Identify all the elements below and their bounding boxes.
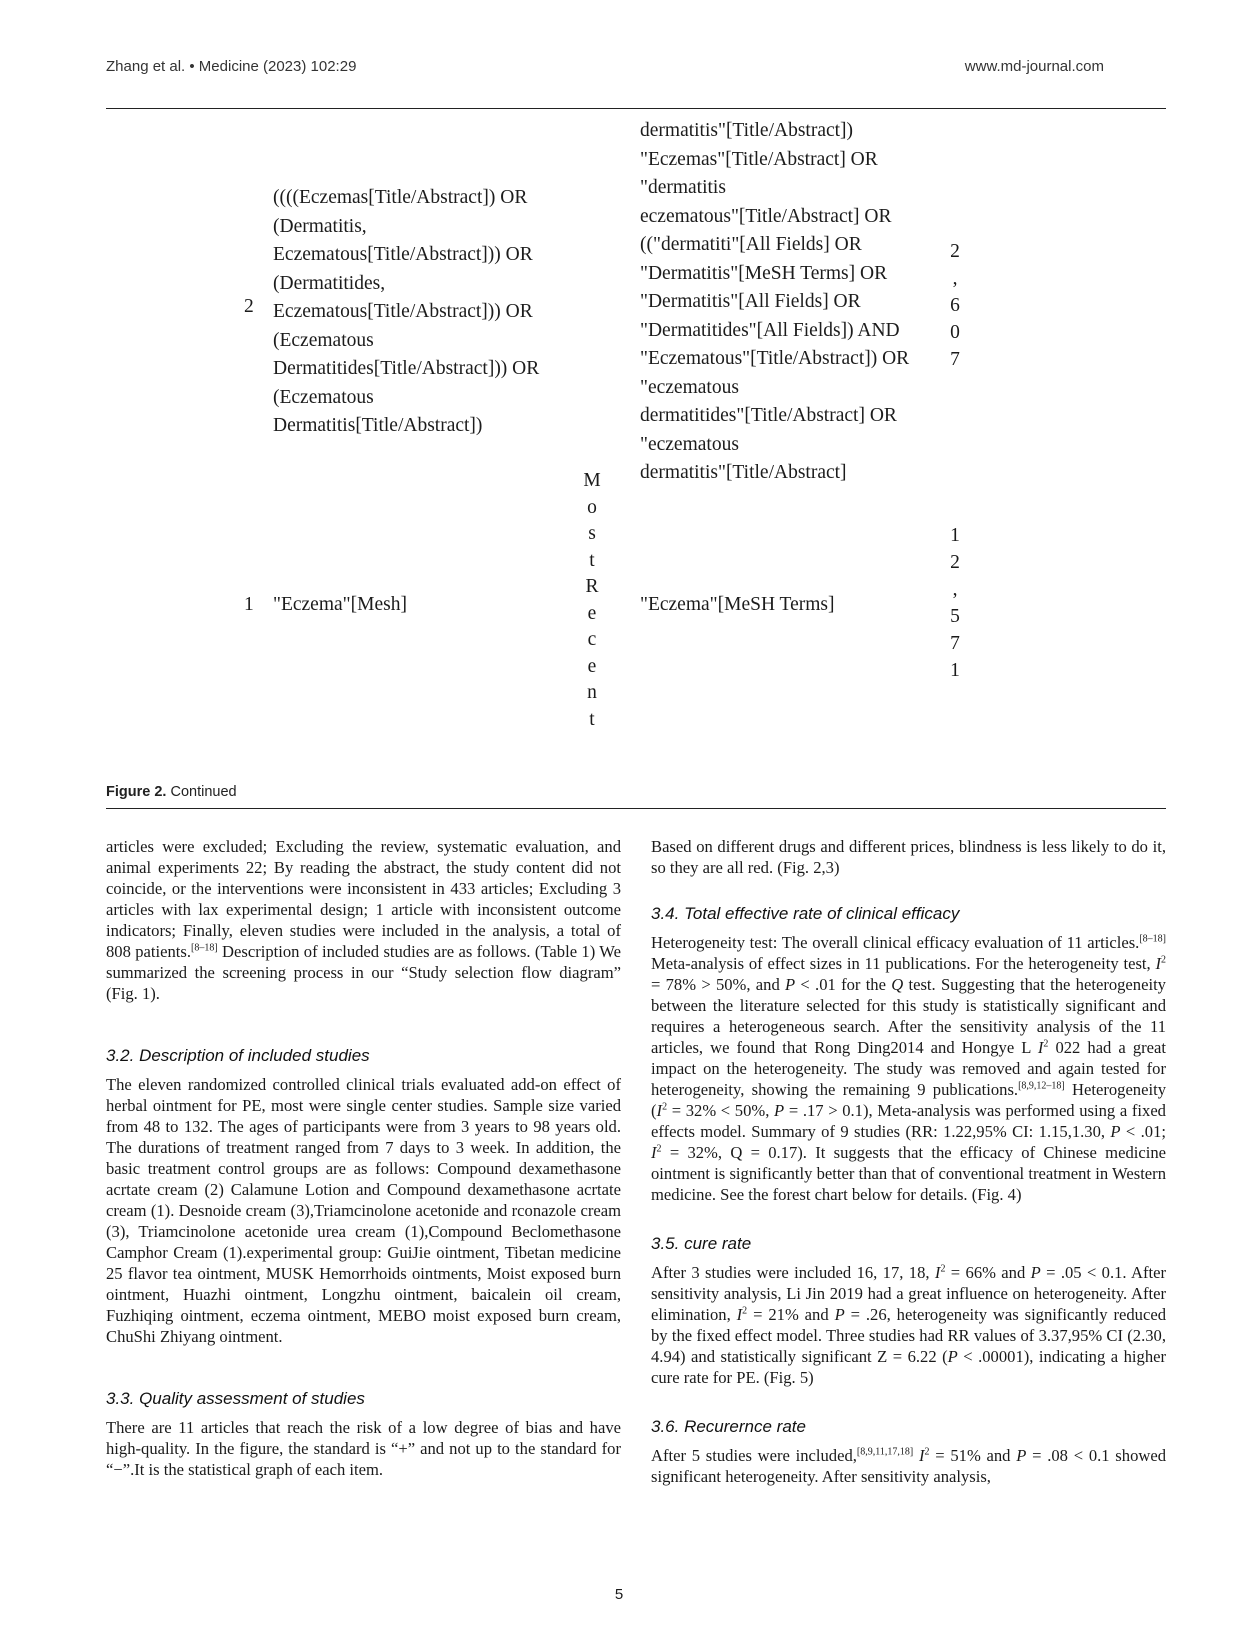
translation-line: (("dermatiti"[All Fields] OR <box>640 234 862 255</box>
result-char: 2 <box>950 552 960 573</box>
result-char: 6 <box>950 295 960 316</box>
section-heading-3-6: 3.6. Recurernce rate <box>651 1417 806 1436</box>
header-rule <box>106 108 1166 109</box>
translation-line: dermatitides"[Title/Abstract] OR <box>640 405 897 426</box>
left-column <box>106 836 621 1480</box>
citation-ref: [8–18] <box>191 942 218 954</box>
result-char: 0 <box>950 322 960 343</box>
row-1-number: 1 <box>244 594 254 615</box>
result-char: , <box>952 268 958 289</box>
sort-char: e <box>587 655 597 677</box>
translation-line: "Dermatitides"[All Fields]) AND <box>640 319 900 341</box>
sort-char: t <box>589 708 595 730</box>
row-1-sort-most-recent <box>580 468 604 733</box>
paragraph-quality: There are 11 articles that reach the risk of a low degree of bias and have high-quality. In the figure, the standard is “+” and not up to the standard for “−”.It is the statistical graph of each item. <box>106 1418 621 1479</box>
citation-ref: [8–18] <box>1139 933 1166 945</box>
query-line: (Dermatitides, <box>273 272 386 294</box>
translation-line: "eczematous <box>640 433 739 455</box>
result-char: 5 <box>950 606 960 627</box>
sort-char: n <box>587 682 597 703</box>
translation-line: dermatitis"[Title/Abstract] <box>640 462 847 483</box>
figure-rule <box>106 808 1166 809</box>
citation-ref: [8,9,12–18] <box>1018 1080 1065 1092</box>
translation-line: "dermatitis <box>640 177 726 198</box>
query-line: (Dermatitis, <box>273 215 367 237</box>
result-char: , <box>952 579 958 600</box>
query-line: Eczematous[Title/Abstract])) OR <box>273 244 533 265</box>
row-2-query-translation <box>640 117 909 488</box>
section-heading-3-3: 3.3. Quality assessment of studies <box>106 1389 365 1408</box>
query-line: Dermatitis[Title/Abstract]) <box>273 415 483 436</box>
translation-line: "eczematous <box>640 376 739 398</box>
row-2-number: 2 <box>244 296 254 317</box>
translation-line: dermatitis"[Title/Abstract]) <box>640 120 854 141</box>
section-heading-3-5: 3.5. cure rate <box>651 1234 752 1253</box>
section-heading-3-2: 3.2. Description of included studies <box>106 1046 370 1065</box>
sort-char: c <box>587 629 597 650</box>
row-1-query: "Eczema"[Mesh] <box>273 594 407 615</box>
query-line: Eczematous[Title/Abstract])) OR <box>273 301 533 322</box>
sort-char: M <box>583 470 601 491</box>
translation-line: "Dermatitis"[All Fields] OR <box>640 291 861 312</box>
row-2-query <box>273 184 539 441</box>
paragraph-cure-rate: After 3 studies were included 16, 17, 18, $I^2 = 66\%$ and P = .05 < 0.1. After sensitivity analysis, Li Jin 2019 had a great influence on heterogeneity. After elimination, $I^2 = 21\%$ and P = .26, heterogeneity was significantly reduced by the fixed effect model. Three studies had RR values of 3.37,95% CI (2.30, 4.94) and statistically significant Z = 6.22 (P < .00001), indicating a higher cure rate for PE. (Fig. 5) <box>651 1263 1167 1387</box>
translation-line: eczematous"[Title/Abstract] OR <box>640 205 892 227</box>
paragraph-blindness: Based on different drugs and different prices, blindness is less likely to do it, so they are all red. (Fig. 2,3) <box>651 837 1166 877</box>
figure-caption-text: Continued <box>170 784 237 800</box>
translation-line: "Eczemas"[Title/Abstract] OR <box>640 148 878 170</box>
result-char: 2 <box>950 241 960 262</box>
query-line: ((((Eczemas[Title/Abstract]) OR <box>273 187 528 208</box>
query-line: (Eczematous <box>273 386 374 408</box>
query-line: Dermatitides[Title/Abstract])) OR <box>273 358 540 379</box>
result-char: 7 <box>950 349 960 370</box>
sort-char: t <box>589 549 595 571</box>
right-column <box>651 836 1166 1487</box>
sort-char: R <box>585 576 599 597</box>
result-char: 1 <box>950 525 960 546</box>
row-1-results <box>943 522 967 684</box>
row-1-query-translation: "Eczema"[MeSH Terms] <box>640 594 835 615</box>
running-header-citation: Zhang et al. • Medicine (2023) 102:29 <box>106 58 357 75</box>
figure-label: Figure 2. <box>106 784 167 800</box>
section-heading-3-4: 3.4. Total effective rate of clinical efficacy <box>651 904 960 923</box>
running-header-url: www.md-journal.com <box>964 58 1104 75</box>
translation-line: "Dermatitis"[MeSH Terms] OR <box>640 262 888 284</box>
query-line: (Eczematous <box>273 329 374 351</box>
result-char: 1 <box>950 660 960 681</box>
result-char: 7 <box>950 633 960 654</box>
page-number: 5 <box>614 1586 624 1603</box>
paragraph-efficacy: Heterogeneity test: The overall clinical efficacy evaluation of 11 articles.[8–18] Meta-analysis of effect sizes in 11 publications. For the heterogeneity test, $I^2 = 78\% > 50\%$, and P < .01 for the Q test. Suggesting that the heterogeneity between the literature selected for this study is statistically significant and requires a heterogeneous search. After the sensitivity analysis of the 11 articles, we found that Rong Ding2014 and Hongye L $I^2$ 022 had a great impact on the heterogeneity. The study was removed and again tested for heterogeneity, showing the remaining 9 publications.[8,9,12–18] Heterogeneity ($I^2 = 32\% < 50\%$, P = .17 > 0.1), Meta-analysis was performed using a fixed effects model. Summary of 9 studies (RR: 1.22,95% CI: 1.15,1.30, P < .01; $I^2 = 32\%$, Q = 0.17). It suggests that the efficacy of Chinese medicine ointment is significantly better than that of conventional treatment in Western medicine. See the forest chart below for details. (Fig. 4) <box>651 933 1166 1204</box>
citation-ref: [8,9,11,17,18] <box>856 1446 914 1458</box>
sort-char: s <box>588 523 596 544</box>
paragraph-recurrence: After 5 studies were included,[8,9,11,17,18] $I^2 = 51\%$ and P = .08 < 0.1 showed significant heterogeneity. After sensitivity analysis, <box>651 1446 1167 1486</box>
row-2-results <box>943 238 967 373</box>
sort-char: o <box>587 496 597 518</box>
paragraph-description: The eleven randomized controlled clinical trials evaluated add-on effect of herbal ointment for PE, most were single center studies. Sample size varied from 48 to 132. The ages of participants were from 3 years to 98 years old. The durations of treatment ranged from 7 days to 3 week. In addition, the basic treatment control groups are as follows: Compound dexamethasone acrtate cream (2) Calamune Lotion and Compound dexamethasone acrtate cream (1). Desnoide cream (3),Triamcinolone acetonide and rconazole cream (3), Triamcinolone acetonide urea cream (1),Compound Beclomethasone Camphor Cream (1).experimental group: GuiJie ointment, Tibetan medicine 25 flavor tea ointment, MUSK Hemorrhoids ointments, Moist exposed burn ointment, Huazhi ointment, Longzhu ointment, baicalein oil cream, Fuzhiqing ointment, eczema ointment, MEBO moist exposed burn cream, ChuShi Zhiyang ointment. <box>106 1075 621 1346</box>
translation-line: "Eczematous"[Title/Abstract]) OR <box>640 348 910 369</box>
sort-char: e <box>587 602 597 624</box>
paragraph-screening: articles were excluded; Excluding the review, systematic evaluation, and animal experiments 22; By reading the abstract, the study content did not coincide, or the interventions were inconsistent in 433 articles; Excluding 3 articles with lax experimental design; 1 article with inconsistent outcome indicators; Finally, eleven studies were included in the analysis, a total of 808 patients.[8–18] Description of included studies are as follows. (Table 1) We summarized the screening process in our “Study selection flow diagram” (Fig. 1). <box>106 837 621 1003</box>
figure-caption <box>106 784 237 800</box>
